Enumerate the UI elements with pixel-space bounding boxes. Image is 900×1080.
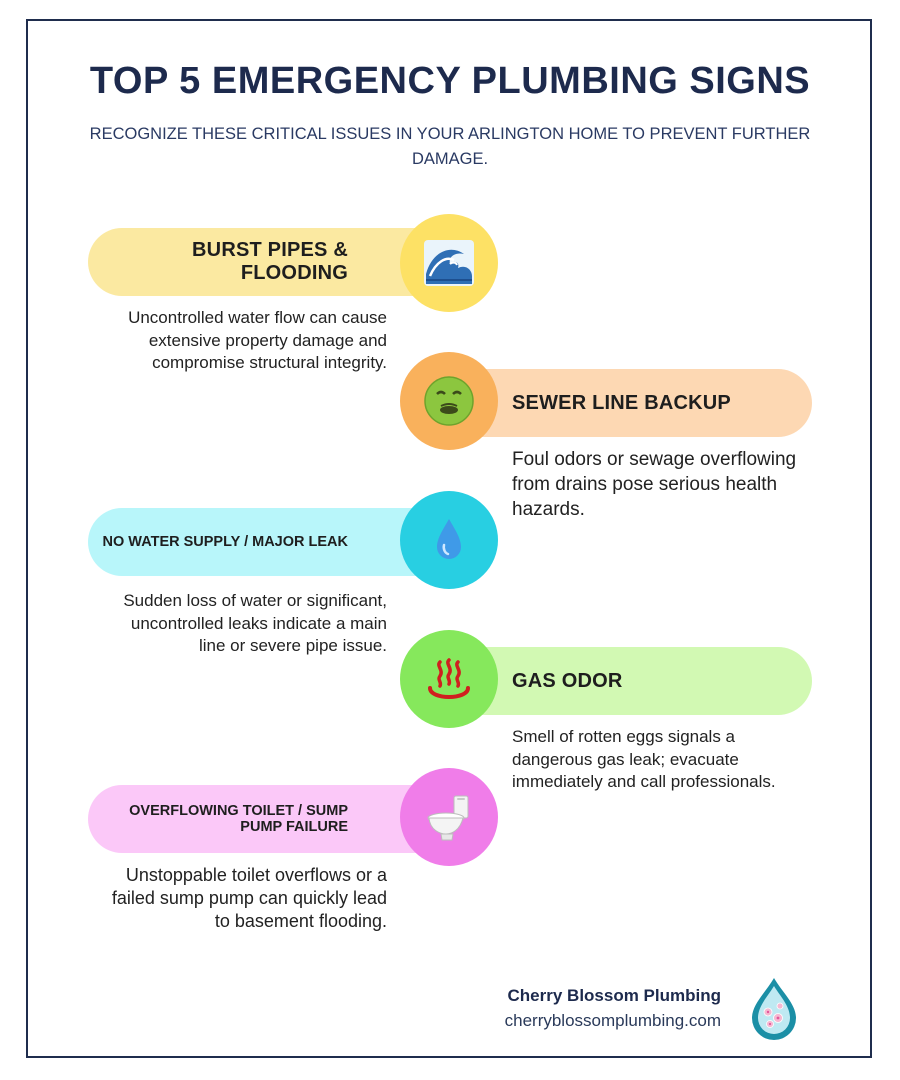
page-subtitle: RECOGNIZE THESE CRITICAL ISSUES IN YOUR ARLINGTON HOME TO PREVENT FURTHER DAMAGE.: [89, 125, 811, 168]
sign-5-badge: [400, 768, 498, 866]
water-wave-icon: [420, 234, 478, 292]
company-website[interactable]: cherryblossomplumbing.com: [504, 1011, 721, 1030]
nauseated-face-icon: [420, 372, 478, 430]
sign-1-badge: [400, 214, 498, 312]
sign-1-label: BURST PIPES & FLOODING: [192, 239, 348, 284]
hot-springs-icon: [420, 650, 478, 708]
sign-5-label: OVERFLOWING TOILET / SUMP PUMP FAILURE: [129, 803, 348, 835]
company-name: Cherry Blossom Plumbing: [507, 986, 721, 1005]
sign-2-description: Foul odors or sewage overflowing from drains pose serious health hazards.: [512, 449, 797, 520]
water-droplet-icon: [420, 511, 478, 569]
cherry-blossom-droplet-logo: [748, 976, 800, 1040]
sign-4-badge: [400, 630, 498, 728]
sign-2-label: SEWER LINE BACKUP: [512, 391, 731, 414]
sign-3-label: NO WATER SUPPLY / MAJOR LEAK: [102, 534, 348, 550]
page-title: TOP 5 EMERGENCY PLUMBING SIGNS: [89, 60, 811, 102]
toilet-icon: [420, 788, 478, 846]
sign-5-description: Unstoppable toilet overflows or a failed sump pump can quickly lead to basement flooding.: [111, 865, 387, 931]
sign-2-badge: [400, 352, 498, 450]
sign-4-label: GAS ODOR: [512, 669, 623, 692]
sign-4-description: Smell of rotten eggs signals a dangerous gas leak; evacuate immediately and call professionals.: [512, 727, 776, 791]
sign-3-badge: [400, 491, 498, 589]
sign-3-description: Sudden loss of water or significant, uncontrolled leaks indicate a main line or severe pipe issue.: [123, 591, 387, 655]
sign-1-description: Uncontrolled water flow can cause extensive property damage and compromise structural integrity.: [128, 308, 387, 372]
